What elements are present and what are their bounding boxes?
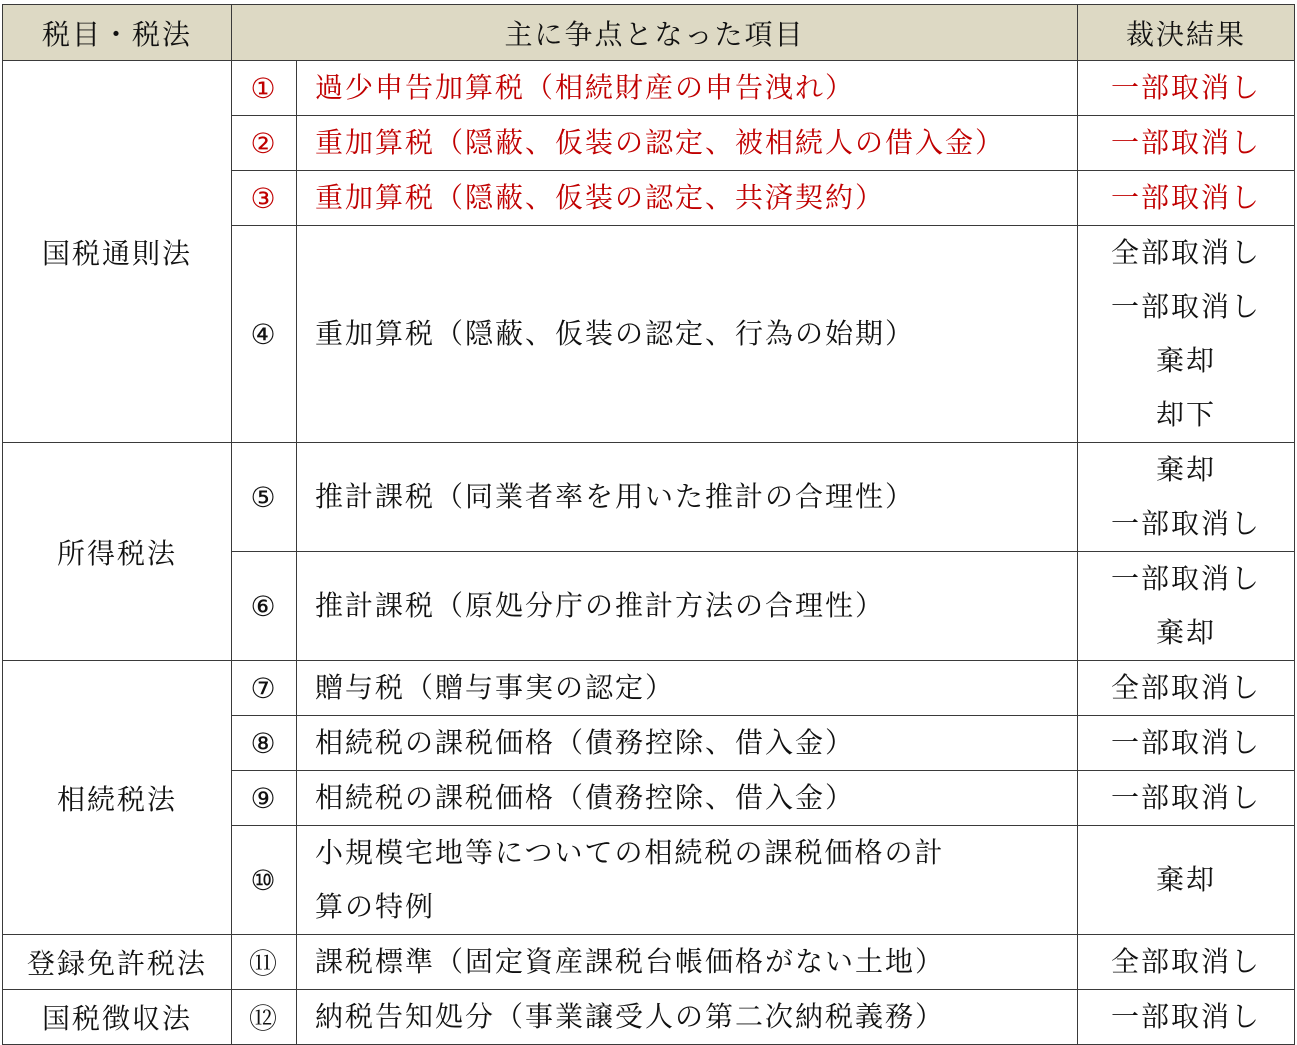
table-row: [3, 990, 1295, 1045]
ruling-result: 一部取消し: [1078, 171, 1295, 226]
issue-item-cell: [297, 826, 1078, 935]
issue-item: 推計課税（同業者率を用いた推計の合理性）: [297, 443, 1078, 552]
ruling-result-cell: [1078, 226, 1295, 443]
header-law: 税目・税法: [3, 5, 232, 61]
issue-number: ⑥: [232, 552, 297, 661]
issue-number: ③: [232, 171, 297, 226]
table-row: [3, 935, 1295, 990]
table-row: [3, 661, 1295, 716]
ruling-result: 全部取消し: [1110, 236, 1261, 269]
ruling-result-cell: [1078, 443, 1295, 552]
issue-item: 納税告知処分（事業譲受人の第二次納税義務）: [297, 990, 1078, 1045]
law-cell: 相続税法: [3, 661, 232, 935]
ruling-result: 一部取消し: [1110, 290, 1261, 323]
issue-number: ⑦: [232, 661, 297, 716]
issue-number: ④: [232, 226, 297, 443]
header-result: 裁決結果: [1078, 5, 1295, 61]
issue-item: 重加算税（隠蔽、仮装の認定、行為の始期）: [297, 226, 1078, 443]
issue-item: 相続税の課税価格（債務控除、借入金）: [297, 771, 1078, 826]
ruling-result: 全部取消し: [1078, 661, 1295, 716]
issue-number: ②: [232, 116, 297, 171]
ruling-result: 全部取消し: [1078, 935, 1295, 990]
ruling-result: 一部取消し: [1078, 771, 1295, 826]
law-cell: 登録免許税法: [3, 935, 232, 990]
ruling-result: 棄却: [1155, 344, 1216, 377]
law-cell: 所得税法: [3, 443, 232, 661]
ruling-result: 棄却: [1155, 453, 1216, 486]
issue-item: 重加算税（隠蔽、仮装の認定、共済契約）: [297, 171, 1078, 226]
ruling-result: 一部取消し: [1078, 61, 1295, 116]
issue-number: ⑩: [232, 826, 297, 935]
tax-rulings-table: [2, 4, 1295, 1045]
ruling-result: 一部取消し: [1078, 116, 1295, 171]
issue-number: ⑤: [232, 443, 297, 552]
issue-item: 課税標準（固定資産課税台帳価格がない土地）: [297, 935, 1078, 990]
issue-item: 相続税の課税価格（債務控除、借入金）: [297, 716, 1078, 771]
issue-number: ⑪: [232, 935, 297, 990]
table-row: [3, 61, 1295, 116]
table-header-row: [3, 5, 1295, 61]
ruling-result: 一部取消し: [1078, 716, 1295, 771]
law-cell: 国税通則法: [3, 61, 232, 443]
ruling-result: 一部取消し: [1110, 507, 1261, 540]
ruling-result-cell: [1078, 552, 1295, 661]
ruling-result: 却下: [1155, 398, 1216, 431]
ruling-result: 棄却: [1155, 616, 1216, 649]
ruling-result: 一部取消し: [1078, 990, 1295, 1045]
ruling-result: 棄却: [1078, 826, 1295, 935]
law-cell: 国税徴収法: [3, 990, 232, 1045]
issue-number: ⑧: [232, 716, 297, 771]
issue-item: 重加算税（隠蔽、仮装の認定、被相続人の借入金）: [297, 116, 1078, 171]
issue-number: ⑫: [232, 990, 297, 1045]
header-issue: 主に争点となった項目: [232, 5, 1078, 61]
issue-item: 算の特例: [315, 890, 436, 923]
issue-number: ⑨: [232, 771, 297, 826]
table-row: [3, 443, 1295, 552]
issue-item: 贈与税（贈与事実の認定）: [297, 661, 1078, 716]
issue-number: ①: [232, 61, 297, 116]
issue-item: 推計課税（原処分庁の推計方法の合理性）: [297, 552, 1078, 661]
issue-item: 過少申告加算税（相続財産の申告洩れ）: [297, 61, 1078, 116]
issue-item: 小規模宅地等についての相続税の課税価格の計: [315, 836, 945, 869]
ruling-result: 一部取消し: [1110, 562, 1261, 595]
